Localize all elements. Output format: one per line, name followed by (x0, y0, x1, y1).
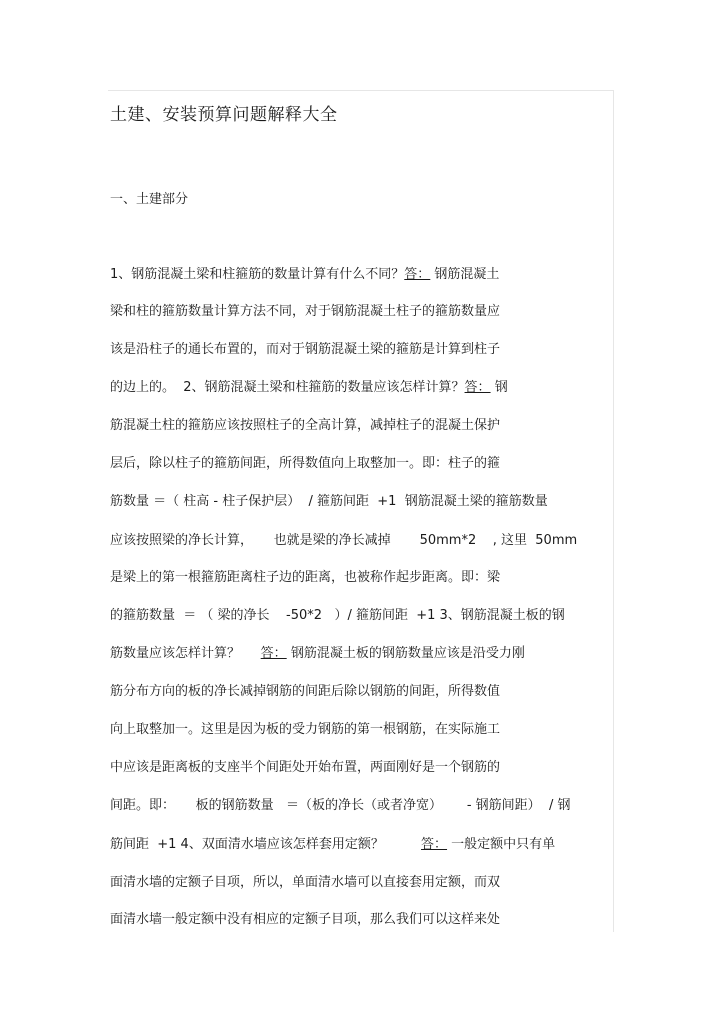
text-line (110, 836, 615, 854)
text-line (110, 417, 615, 435)
text-span: 钢筋混凝土 (430, 267, 500, 282)
text-line (110, 759, 615, 777)
text-span: 筋数量 ＝（ 柱高 - 柱子保护层） / 箍筋间距 +1 钢筋混凝土梁的箍筋数量 (110, 494, 548, 509)
text-span: 钢筋混凝土板的钢筋数量应该是沿受力刚 (286, 646, 525, 661)
text-line (110, 683, 615, 701)
text-span: 面清水墙一般定额中没有相应的定额子目项，那么我们可以这样来处 (110, 912, 501, 927)
answer-label: 答： (421, 837, 448, 852)
text-span: 向上取整加一。这里是因为板的受力钢筋的第一根钢筋，在实际施工 (110, 722, 501, 737)
section-heading: 一、土建部分 (110, 192, 189, 207)
text-line (110, 341, 615, 359)
text-span: 该是沿柱子的通长布置的，而对于钢筋混凝土梁的箍筋是计算到柱子 (110, 342, 501, 357)
text-span: 筋间距 +1 4、双面清水墙应该怎样套用定额？ (110, 837, 422, 852)
text-span: 1、钢筋混凝土梁和柱箍筋的数量计算有什么不同？ (110, 267, 405, 282)
text-line (110, 569, 615, 587)
text-span: 间距。即： 板的钢筋数量 ＝（板的净长（或者净宽） - 钢筋间距） / 钢 (110, 798, 571, 813)
text-span: 中应该是距离板的支座半个间距处开始布置，两面刚好是一个钢筋的 (110, 760, 501, 775)
text-line (110, 379, 615, 397)
text-line (110, 607, 615, 625)
text-line (110, 266, 615, 284)
text-line (110, 911, 615, 929)
text-span: 筋数量应该怎样计算？ (110, 646, 261, 661)
text-line (110, 493, 615, 511)
text-line (110, 721, 615, 739)
text-span: 筋混凝土柱的箍筋应该按照柱子的全高计算，减掉柱子的混凝土保护 (110, 418, 501, 433)
text-line (110, 455, 615, 473)
text-span: 钢 (490, 380, 508, 395)
text-line (110, 532, 615, 550)
text-span: 的边上的。 2、钢筋混凝土梁和柱箍筋的数量应该怎样计算？ (110, 380, 465, 395)
answer-label: 答： (404, 267, 431, 282)
text-span: 的箍筋数量 ＝ （ 梁的净长 -50*2 ）/ 箍筋间距 +1 3、钢筋混凝土板的钢 (110, 608, 565, 623)
document-title: 土建、安装预算问题解释大全 (110, 105, 338, 125)
text-span: 应该按照梁的净长计算， 也就是梁的净长减掉 50mm*2 , 这里 50mm (110, 533, 578, 548)
text-span: 面清水墙的定额子目项，所以，单面清水墙可以直接套用定额，而双 (110, 875, 501, 890)
text-span: 梁和柱的箍筋数量计算方法不同，对于钢筋混凝土柱子的箍筋数量应 (110, 304, 501, 319)
text-span: 是梁上的第一根箍筋距离柱子边的距离，也被称作起步距离。即：梁 (110, 570, 501, 585)
text-line (110, 645, 615, 663)
text-span: 层后，除以柱子的箍筋间距，所得数值向上取整加一。即：柱子的箍 (110, 456, 501, 471)
text-line (110, 874, 615, 892)
answer-label: 答： (464, 380, 491, 395)
answer-label: 答： (260, 646, 287, 661)
text-line (110, 303, 615, 321)
text-span: 筋分布方向的板的净长减掉钢筋的间距后除以钢筋的间距，所得数值 (110, 684, 501, 699)
text-span: 一般定额中只有单 (447, 837, 556, 852)
text-line (110, 797, 615, 815)
